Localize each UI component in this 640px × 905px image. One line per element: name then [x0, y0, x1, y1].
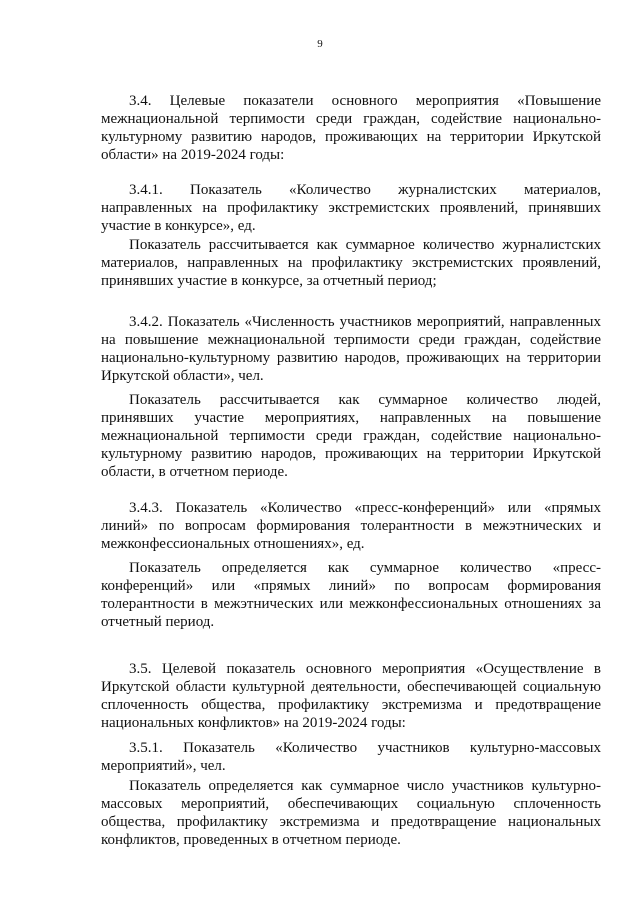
section-3-4-heading: 3.4. Целевые показатели основного мероприятия «Повышение межнациональной терпимости среди граждан, содействие национально-культурному развитию народов, проживающих на территории Иркутской области» на 2019-2024 годы: — [101, 93, 601, 163]
section-3-5-heading: 3.5. Целевой показатель основного мероприятия «Осуществление в Иркутской области культурной деятельности, обеспечивающей социальную сплоченность общества, профилактику экстремизма и предотвращение национальных конфликтов» на 2019-2024 годы: — [101, 661, 601, 731]
indicator-3-4-1-calculation: Показатель рассчитывается как суммарное количество журналистских материалов, направленных на профилактику экстремистских проявлений, принявших участие в конкурсе, за отчетный период; — [101, 237, 601, 289]
indicator-3-4-3-calculation: Показатель определяется как суммарное количество «пресс-конференций» или «прямых линий» по вопросам формирования толерантности в межэтнических или межконфессиональных отношениях за отчетный период. — [101, 560, 601, 630]
page-number: 9 — [317, 38, 323, 50]
indicator-3-4-2: 3.4.2. Показатель «Численность участников мероприятий, направленных на повышение межнациональной терпимости среди граждан, содействие национально-культурному развитию народов, проживающих на территории Иркутской области», чел. — [101, 314, 601, 384]
indicator-3-5-1: 3.5.1. Показатель «Количество участников культурно-массовых мероприятий», чел. — [101, 740, 601, 774]
indicator-3-4-1: 3.4.1. Показатель «Количество журналистских материалов, направленных на профилактику экстремистских проявлений, принявших участие в конкурсе», ед. — [101, 182, 601, 234]
indicator-3-4-2-calculation: Показатель рассчитывается как суммарное количество людей, принявших участие мероприятиях, направленных на повышение межнациональной терпимости среди граждан, содействие национально-культурному развитию народов, проживающих на территории Иркутской области, в отчетном периоде. — [101, 392, 601, 480]
indicator-3-4-3: 3.4.3. Показатель «Количество «пресс-конференций» или «прямых линий» по вопросам формирования толерантности в межэтнических и межконфессиональных отношениях», ед. — [101, 500, 601, 552]
indicator-3-5-1-calculation: Показатель определяется как суммарное число участников культурно-массовых мероприятий, обеспечивающих социальную сплоченность общества, профилактику экстремизма и предотвращение национальных конфликтов, проведенных в отчетном периоде. — [101, 778, 601, 848]
